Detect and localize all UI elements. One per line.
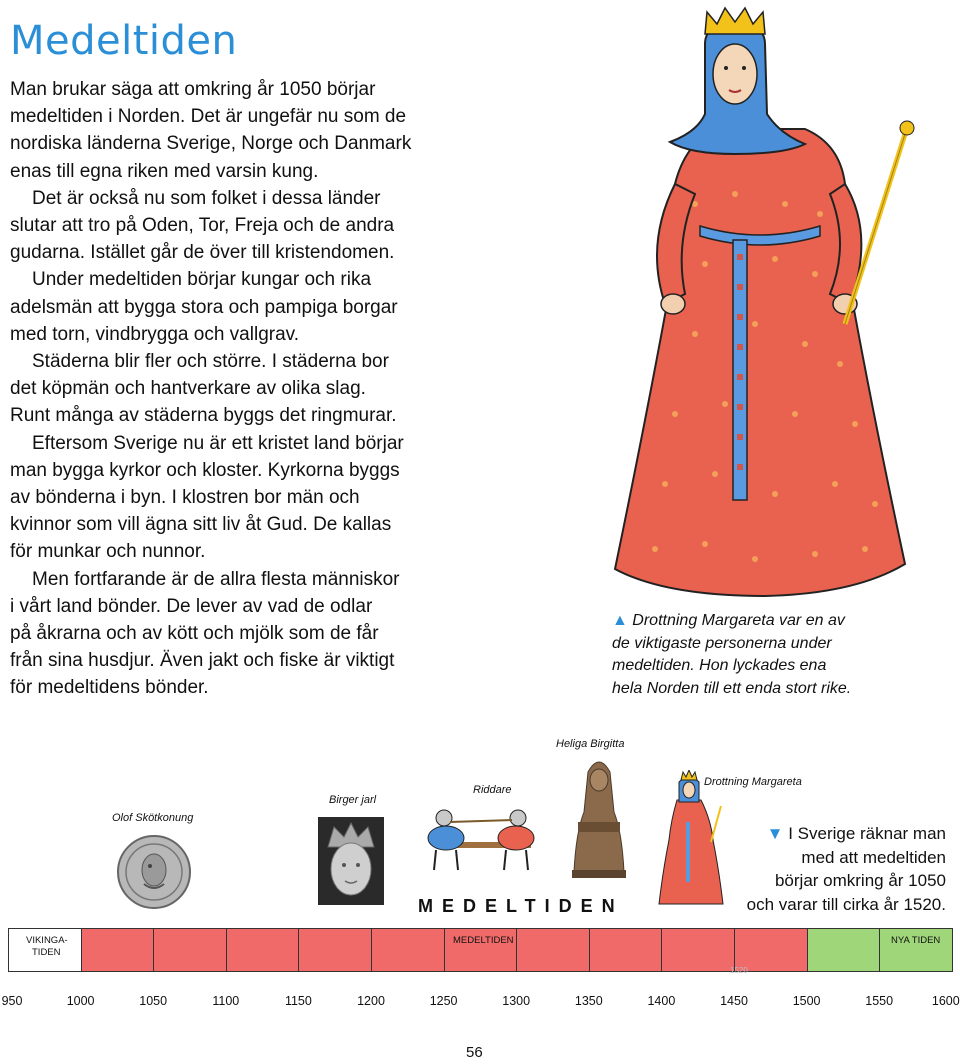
body-line: medeltiden i Norden. Det är ungefär nu som de	[10, 106, 407, 128]
era-cell-medeltiden	[81, 928, 155, 972]
body-line: Under medeltiden börjar kungar och rika	[32, 269, 372, 291]
era-cell-medeltiden	[661, 928, 735, 972]
era-cell-medeltiden	[371, 928, 445, 972]
body-line: det köpmän och hantverkare av olika slag.	[10, 378, 366, 400]
body-line: av bönderna i byn. I klostren bor män och	[10, 487, 360, 509]
year-tick-label: 1350	[574, 994, 603, 1008]
timeline-years	[0, 994, 960, 1014]
era-label: MEDELTIDEN	[453, 935, 514, 946]
drottning-margareta-small	[655, 770, 725, 910]
timeline-bar	[8, 928, 952, 972]
label-heliga-birgitta: Heliga Birgitta	[556, 738, 625, 750]
body-line: för medeltidens bönder.	[10, 677, 209, 699]
body-line: slutar att tro på Oden, Tor, Freja och de andra	[10, 215, 395, 237]
page-title: Medeltiden	[10, 18, 238, 64]
year-tick-label: 1100	[212, 994, 240, 1008]
era-cell-medeltiden	[516, 928, 590, 972]
label-olof-skotkonung: Olof Skötkonung	[112, 812, 194, 824]
body-line: i vårt land bönder. De lever av vad de odlar	[10, 595, 373, 617]
body-line: på åkrarna och av kött och mjölk som de får	[10, 623, 379, 645]
era-cell-medeltiden	[226, 928, 300, 972]
note-line-2: med att medeltiden	[801, 847, 946, 867]
era-label: VIKINGA-	[26, 935, 68, 946]
year-tick-label: 1050	[139, 994, 168, 1008]
body-line: med torn, vindbrygga och vallgrav.	[10, 323, 300, 345]
caption-line-2: de viktigaste personerna under	[612, 634, 832, 652]
body-line: Man brukar säga att omkring år 1050 börjar	[10, 79, 376, 100]
era-cell-medeltiden	[298, 928, 372, 972]
caption-line-4: hela Norden till ett enda stort rike.	[612, 679, 852, 697]
body-line: man bygga kyrkor och kloster. Kyrkorna byggs	[10, 459, 400, 481]
year-tick-label: 1500	[792, 994, 821, 1008]
year-tick-label: 1550	[865, 994, 894, 1008]
label-drottning-margareta: Drottning Margareta	[704, 776, 802, 788]
knights-illustration	[416, 790, 546, 876]
caption-line-3: medeltiden. Hon lyckades ena	[612, 657, 827, 674]
year-tick-label: 1450	[720, 994, 748, 1008]
label-riddare: Riddare	[473, 784, 512, 796]
body-line: för munkar och nunnor.	[10, 541, 206, 563]
body-line: adelsmän att bygga stora och pampiga borgar	[10, 296, 398, 318]
birger-jarl-sculpture	[318, 817, 384, 905]
era-cell-medeltiden	[153, 928, 227, 972]
body-line: kvinnor som vill ägna sitt liv åt Gud. De kallas	[10, 514, 392, 536]
year-tick-label: 1150	[284, 994, 312, 1008]
body-line: Det är också nu som folket i dessa länder	[32, 187, 381, 209]
note-line-3: börjar omkring år 1050	[774, 871, 946, 890]
coin-image	[114, 832, 194, 912]
year-tick-label: 1600	[931, 994, 960, 1008]
body-line: Städerna blir fler och större. I städerna bor	[32, 351, 389, 373]
medeltiden-banner: MEDELTIDEN	[418, 896, 624, 916]
note-line-4: och varar till cirka år 1520.	[746, 894, 946, 914]
year-tick-label: 1400	[647, 994, 676, 1008]
year-tick-label: 1000	[66, 994, 95, 1008]
era-label: TIDEN	[32, 947, 61, 958]
year-tick-label: 1300	[502, 994, 531, 1008]
era-cell-medeltiden	[589, 928, 663, 972]
caption	[612, 610, 912, 700]
body-line: nordiska länderna Sverige, Norge och Danmark	[10, 133, 412, 155]
body-line: Runt många av städerna byggs det ringmurar.	[10, 405, 397, 427]
era-label: NYA TIDEN	[891, 935, 941, 946]
body-line: Eftersom Sverige nu är ett kristet land börjar	[32, 432, 404, 454]
heliga-birgitta-statue	[566, 752, 632, 880]
note-line-1: ▼ I Sverige räknar man	[766, 824, 946, 843]
body-line: från sina husdjur. Även jakt och fiske är viktigt	[10, 650, 395, 672]
era-cell-nya-tiden	[807, 928, 881, 972]
triangle-up-icon: ▲	[612, 612, 628, 629]
body-text	[10, 76, 490, 702]
label-birger-jarl: Birger jarl	[329, 794, 377, 806]
year-tick-label: 1200	[357, 994, 385, 1008]
triangle-down-icon: ▼	[766, 824, 784, 843]
caption-line-1: ▲ Drottning Margareta var en av	[612, 612, 845, 629]
timeline-note	[720, 822, 946, 916]
body-line: Men fortfarande är de allra flesta människor	[32, 568, 400, 590]
faint-mark: 1520	[730, 966, 748, 975]
year-tick-label: 950	[1, 994, 23, 1008]
body-line: enas till egna riken med varsin kung.	[10, 160, 319, 182]
page-number: 56	[466, 1044, 483, 1061]
body-line: gudarna. Istället går de över till kristendomen.	[10, 242, 395, 264]
year-tick-label: 1250	[429, 994, 458, 1008]
queen-margareta-illustration	[605, 4, 930, 604]
